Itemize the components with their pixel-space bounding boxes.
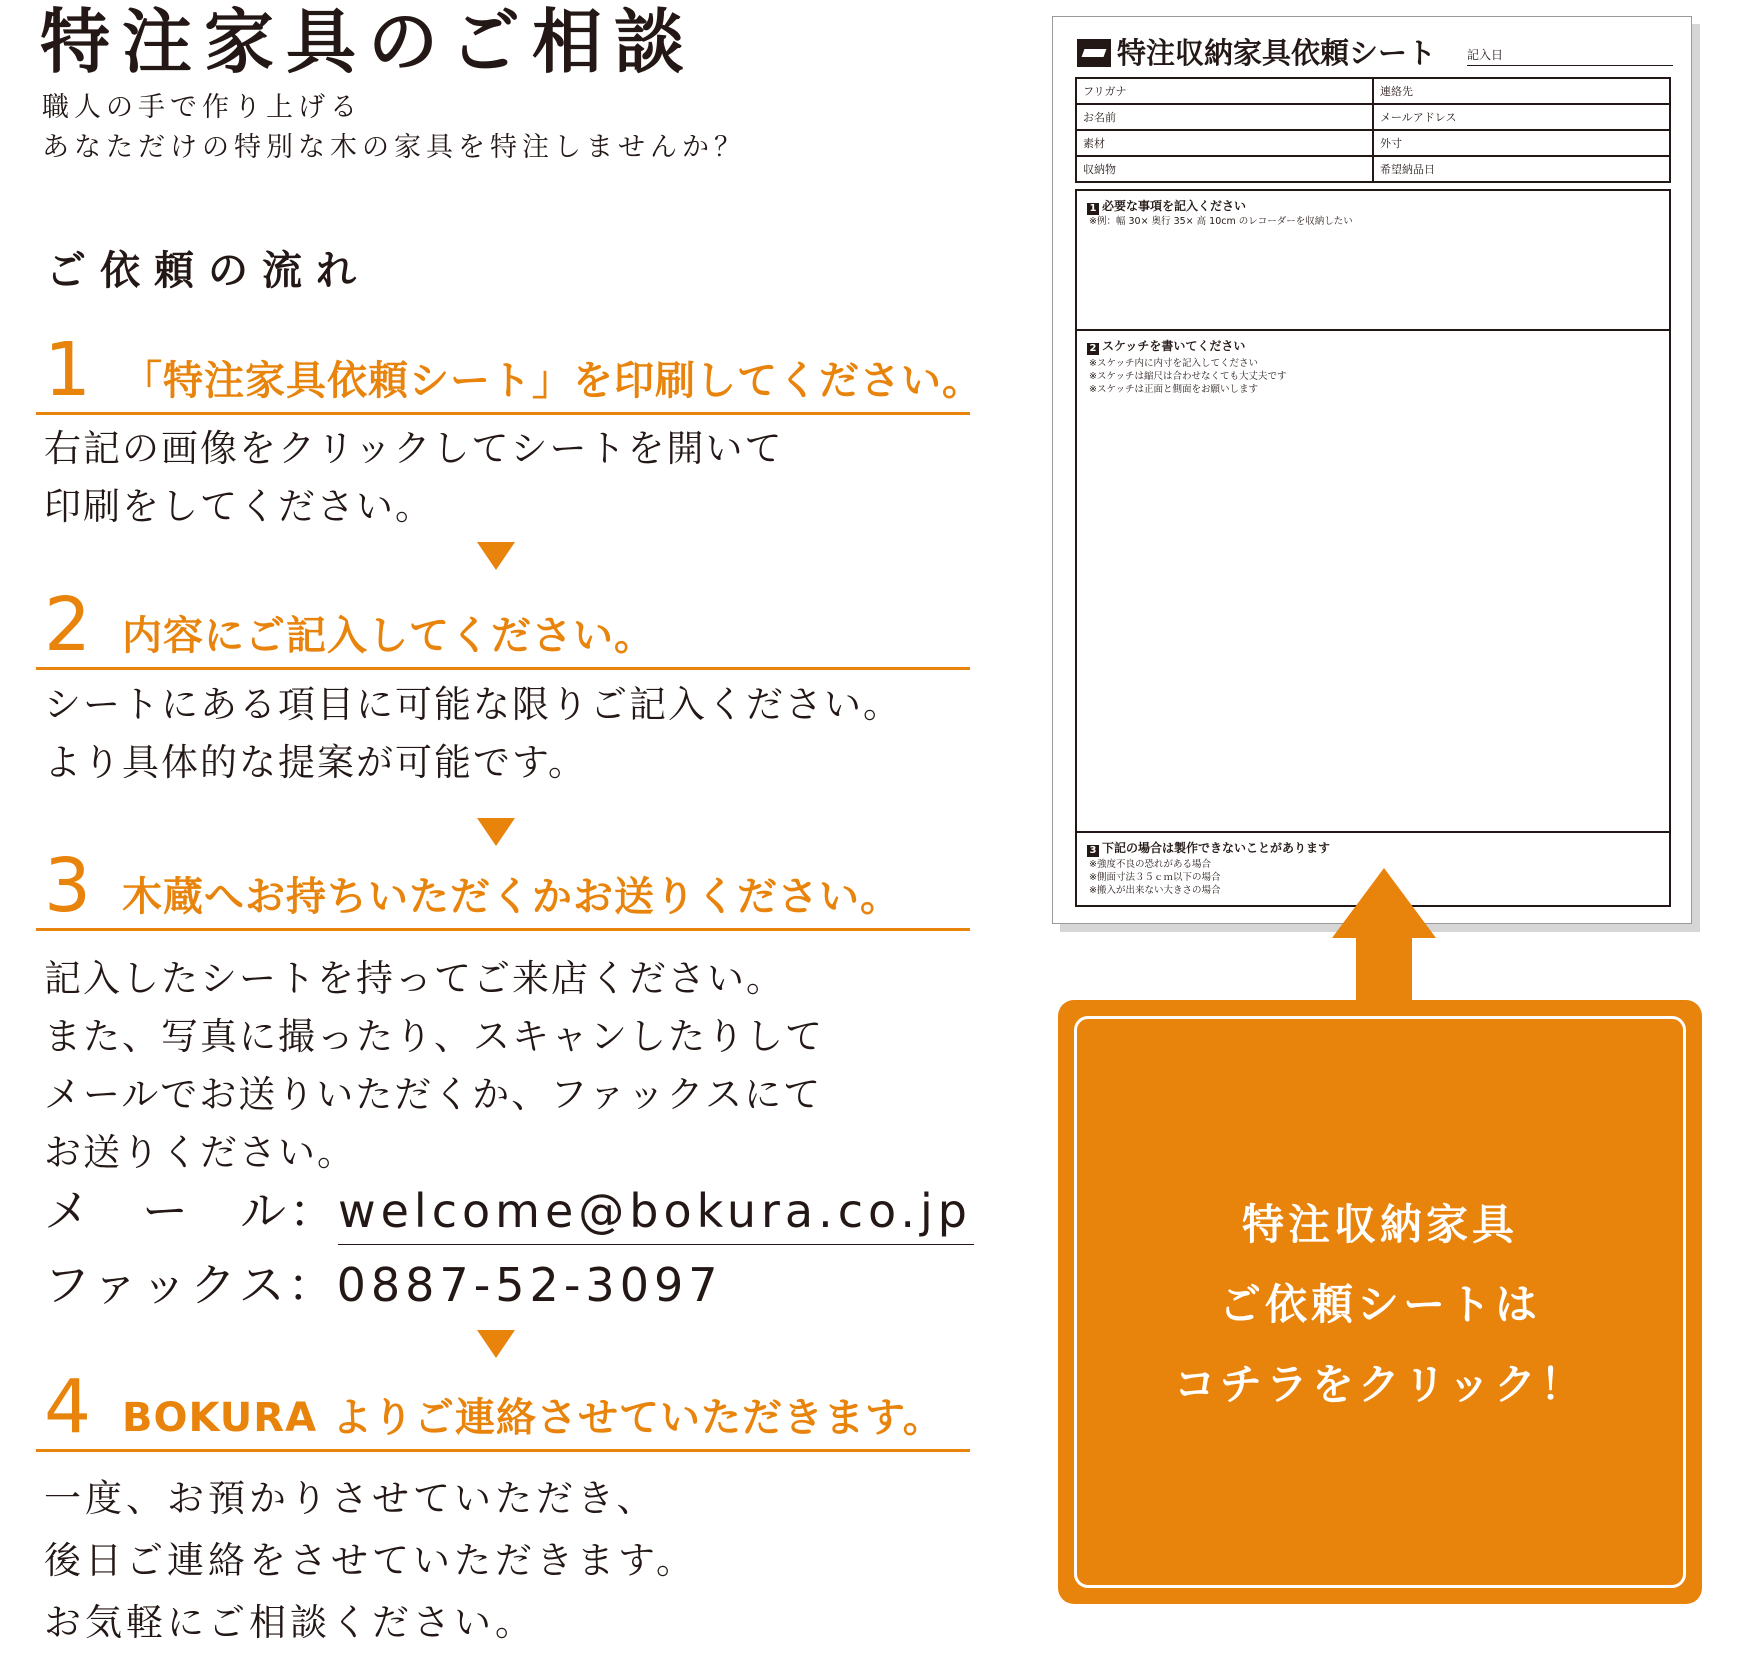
sheet-field: 希望納品日 [1373, 156, 1670, 182]
section-heading-text: スケッチを書いてください [1102, 339, 1246, 353]
cta-line: 特注収納家具 [1241, 1200, 1518, 1249]
step-3-header [36, 843, 970, 931]
sheet-field: お名前 [1076, 104, 1373, 130]
section-heading-text: 必要な事項を記入ください [1102, 199, 1247, 213]
sheet-field: メールアドレス [1373, 104, 1670, 130]
sheet-note: ※スケッチは縮尺は合わせなくても大丈夫です [1089, 371, 1287, 382]
open-sheet-button[interactable] [1058, 1000, 1702, 1604]
step-3-line: 記入したシートを持ってご来店ください。 [44, 957, 785, 1000]
step-1-title: 「特注家具依頼シート」を印刷してください。 [122, 358, 983, 404]
step-4-body [44, 1470, 697, 1656]
sheet-note: ※例：幅 30× 奥行 35× 高 10cm のレコーダーを収納したい [1089, 216, 1353, 227]
sheet-field: 外寸 [1373, 130, 1670, 156]
flow-heading: ご依頼の流れ [46, 248, 370, 294]
step-3-number: 3 [44, 843, 92, 929]
fax-row [44, 1252, 723, 1318]
sheet-field: フリガナ [1076, 78, 1373, 104]
section-number: 2 [1087, 343, 1099, 355]
step-2-line: より具体的な提案が可能です。 [44, 741, 588, 784]
down-arrow-icon [477, 1330, 515, 1358]
sheet-field-table [1075, 77, 1671, 183]
email-link[interactable]: welcome@bokura.co.jp [338, 1178, 974, 1245]
step-1-line: 印刷をしてください。 [44, 485, 434, 528]
sheet-date-line [1467, 65, 1673, 66]
table-row [1076, 104, 1670, 130]
sheet-section-heading [1087, 841, 1330, 857]
sheet-note: ※側面寸法３５ｃｍ以下の場合 [1089, 872, 1221, 883]
sheet-field: 素材 [1076, 130, 1373, 156]
sheet-note: ※スケッチ内に内寸を記入してください [1089, 358, 1258, 369]
step-3-line: お送りください。 [44, 1131, 356, 1174]
step-4-header [36, 1364, 970, 1452]
step-3-title: 木蔵へお持ちいただくかお送りください。 [122, 874, 901, 920]
step-2-header [36, 582, 970, 670]
sheet-section-heading [1087, 339, 1245, 355]
table-row [1076, 130, 1670, 156]
email-label: メ ー ル： [44, 1184, 338, 1238]
fax-number: 0887-52-3097 [336, 1258, 723, 1312]
step-2-title: 内容にご記入してください。 [122, 613, 655, 659]
step-1-body [44, 420, 784, 536]
sheet-title: 特注収納家具依頼シート [1117, 36, 1437, 70]
sheet-section-heading [1087, 199, 1246, 215]
sheet-field: 収納物 [1076, 156, 1373, 182]
step-4-line: 一度、お預かりさせていただき、 [44, 1477, 658, 1520]
bokura-logo-icon [1077, 39, 1111, 67]
up-arrow-icon [1332, 868, 1436, 938]
down-arrow-icon [477, 818, 515, 846]
step-4-number: 4 [44, 1364, 92, 1450]
section-heading-text: 下記の場合は製作できないことがあります [1102, 841, 1331, 855]
cta-line: コチラをクリック！ [1173, 1360, 1587, 1409]
step-3-line: メールでお送りいただくか、ファックスにて [44, 1073, 823, 1116]
sheet-field: 連絡先 [1373, 78, 1670, 104]
sheet-section-2 [1075, 329, 1671, 833]
step-4-line: お気軽にご相談ください。 [44, 1601, 536, 1644]
section-number: 3 [1087, 845, 1099, 857]
step-2-number: 2 [44, 582, 92, 668]
up-arrow-stem [1356, 934, 1412, 1006]
down-arrow-icon [477, 542, 515, 570]
step-1-line: 右記の画像をクリックしてシートを開いて [44, 427, 784, 470]
table-row [1076, 156, 1670, 182]
step-3-body [44, 950, 824, 1182]
step-4-title: BOKURA よりご連絡させていただきます。 [122, 1395, 944, 1441]
sheet-section-1 [1075, 189, 1671, 331]
sheet-note: ※搬入が出来ない大きさの場合 [1089, 885, 1221, 896]
intro-line-1: 職人の手で作り上げる [42, 92, 362, 123]
cta-line: ご依頼シートは [1218, 1280, 1541, 1329]
sheet-date-label: 記入日 [1467, 48, 1504, 62]
table-row [1076, 78, 1670, 104]
step-1-header [36, 327, 983, 415]
sheet-note: ※強度不良の恐れがある場合 [1089, 859, 1211, 870]
section-number: 1 [1087, 203, 1099, 215]
step-2-body [44, 676, 902, 792]
sheet-note: ※スケッチは正面と側面をお願いします [1089, 384, 1258, 395]
step-3-line: また、写真に撮ったり、スキャンしたりして [44, 1015, 824, 1058]
step-1-number: 1 [44, 327, 92, 413]
step-4-line: 後日ご連絡をさせていただきます。 [44, 1539, 698, 1582]
page-title: 特注家具のご相談 [40, 1, 696, 83]
fax-label: ファックス： [44, 1258, 337, 1312]
intro-line-2: あなただけの特別な木の家具を特注しませんか？ [42, 132, 746, 163]
email-row [44, 1178, 974, 1245]
cta-text [1058, 1185, 1702, 1425]
order-sheet-preview[interactable] [1052, 16, 1692, 924]
step-2-line: シートにある項目に可能な限りご記入ください。 [44, 683, 902, 726]
